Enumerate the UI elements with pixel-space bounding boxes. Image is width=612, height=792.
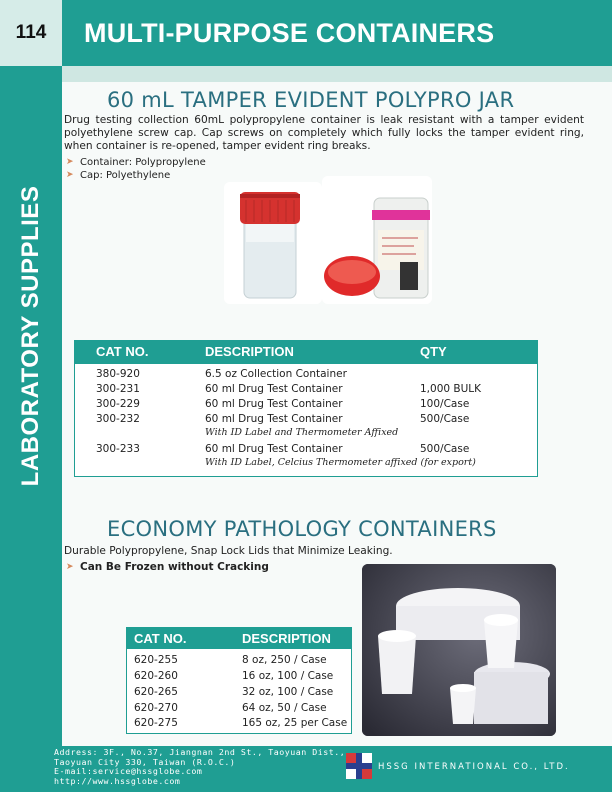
triangle-arrow-icon: ➤ [66, 562, 74, 572]
bullet-item: ➤ Container: Polypropylene [66, 157, 206, 168]
section1-title: 60 mL TAMPER EVIDENT POLYPRO JAR [107, 88, 515, 112]
header-strip [62, 66, 612, 82]
section1-bullets [66, 156, 206, 182]
header-band [62, 0, 612, 66]
address-line: Taoyuan City 330, Taiwan (R.O.C.) [54, 756, 236, 767]
col-description: DESCRIPTION [242, 631, 331, 646]
table1-header [74, 340, 538, 364]
company-name: HSSG INTERNATIONAL CO., LTD. [378, 762, 570, 772]
col-qty: QTY [420, 344, 447, 359]
pathology-containers-photo [362, 564, 556, 736]
row-note: With ID Label and Thermometer Affixed [205, 427, 399, 438]
section1-description: Drug testing collection 60mL polypropylene container is leak resistant with a tamper evident polyethylene screw cap. Cap screws on completely which fully locks the tamper evident ring, when container is re-opened, tamper evident ring breaks. [64, 114, 584, 152]
bullet-item: ➤ Can Be Frozen without Cracking [66, 561, 269, 573]
page-title: MULTI-PURPOSE CONTAINERS [84, 18, 495, 48]
website-link[interactable]: http://www.hssglobe.com [54, 775, 181, 786]
side-bar [0, 66, 62, 746]
bullet-item: ➤ Cap: Polyethylene [66, 170, 171, 181]
section2-description: Durable Polypropylene, Snap Lock Lids that Minimize Leaking. [64, 545, 393, 557]
col-cat-no: CAT NO. [134, 631, 187, 646]
hssg-logo [346, 753, 372, 779]
section2-bullets [66, 561, 269, 574]
triangle-arrow-icon: ➤ [66, 170, 74, 180]
side-label: LABORATORY SUPPLIES [17, 185, 44, 487]
page-number: 114 [0, 0, 62, 66]
address-line: Address: 3F., No.37, Jiangnan 2nd St., Taoyuan Dist., [54, 747, 346, 757]
email-link[interactable]: E-mail:service@hssglobe.com [54, 766, 203, 777]
footer-address [54, 748, 345, 786]
triangle-arrow-icon: ➤ [66, 157, 74, 167]
jar-photo [224, 182, 322, 304]
row-note: With ID Label, Celcius Thermometer affixed (for export) [205, 457, 476, 468]
jar-with-label-photo [322, 176, 432, 304]
col-cat-no: CAT NO. [96, 344, 149, 359]
section2-title: ECONOMY PATHOLOGY CONTAINERS [107, 517, 497, 541]
col-description: DESCRIPTION [205, 344, 294, 359]
table2-header [126, 627, 352, 649]
